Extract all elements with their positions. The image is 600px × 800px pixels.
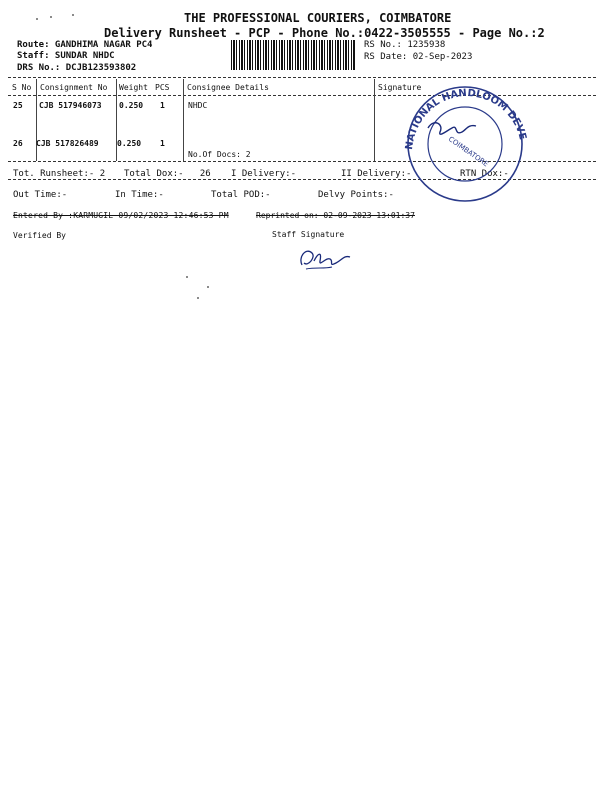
row-pcs: 1	[160, 101, 165, 110]
second-delivery: II Delivery:-	[341, 169, 412, 179]
entered-by: Entered By :KARMUGIL 09/02/2023 12:46:53 PM	[13, 211, 229, 220]
col-header-weight: Weight	[119, 83, 148, 92]
col-header-consignment: Consignment No	[40, 83, 108, 92]
company-title: THE PROFESSIONAL COURIERS, COIMBATORE	[184, 11, 452, 25]
scan-speck	[50, 16, 52, 18]
delvy-points: Delvy Points:-	[318, 190, 394, 200]
rtn-dox: RTN Dox:-	[460, 169, 509, 179]
row-weight: 0.250	[119, 101, 144, 110]
staff-signature	[296, 243, 358, 273]
scan-speck	[197, 297, 199, 299]
verified-by: Verified By	[13, 231, 66, 240]
total-pod: Total POD:-	[211, 190, 271, 200]
row-consignee: No.Of Docs: 2	[188, 150, 251, 159]
col-header-pcs: PCS	[155, 83, 170, 92]
scan-speck	[36, 18, 38, 20]
stamp-outer-text: NATIONAL HANDLOOM DEVE	[403, 87, 528, 151]
col-divider	[36, 79, 37, 161]
staff-label: Staff: SUNDAR NHDC	[17, 51, 115, 61]
col-divider	[374, 79, 375, 161]
barcode	[231, 40, 355, 70]
scan-speck	[186, 276, 188, 278]
tot-runsheet: Tot. Runsheet:- 2	[13, 169, 106, 179]
col-header-signature: Signature	[378, 83, 422, 92]
drs-number: DRS No.: DCJB123593802	[17, 63, 137, 73]
scan-speck	[72, 14, 74, 16]
row-consignment: CJB 517826489	[36, 139, 99, 148]
col-header-sno: S No	[12, 83, 32, 92]
row-consignee: NHDC	[188, 101, 208, 110]
rs-number: RS No.: 1235938	[364, 40, 446, 50]
first-delivery: I Delivery:-	[231, 169, 297, 179]
row-consignment: CJB 517946073	[39, 101, 102, 110]
col-divider	[116, 79, 117, 161]
staff-signature-label: Staff Signature	[272, 230, 345, 239]
runsheet-subtitle: Delivery Runsheet - PCP - Phone No.:0422-3505555 - Page No.:2	[104, 26, 545, 40]
col-header-consignee: Consignee Details	[187, 83, 269, 92]
company-stamp	[392, 84, 538, 210]
rs-date: RS Date: 02-Sep-2023	[364, 52, 473, 62]
route-label: Route: GANDHIMA NAGAR PC4	[17, 40, 153, 50]
row-pcs: 1	[160, 139, 165, 148]
col-divider	[183, 79, 184, 161]
stamp-inner-text: COIMBATORE	[446, 135, 490, 169]
row-sno: 26	[13, 139, 23, 148]
row-sno: 25	[13, 101, 23, 110]
in-time: In Time:-	[115, 190, 164, 200]
out-time: Out Time:-	[13, 190, 68, 200]
total-dox: Total Dox:- 26	[124, 169, 211, 179]
row-weight: 0.250	[117, 139, 142, 148]
table-top-rule	[8, 77, 596, 78]
scan-speck	[207, 286, 209, 288]
reprinted-on: Reprinted on: 02-09-2023 13:01:37	[256, 211, 415, 220]
